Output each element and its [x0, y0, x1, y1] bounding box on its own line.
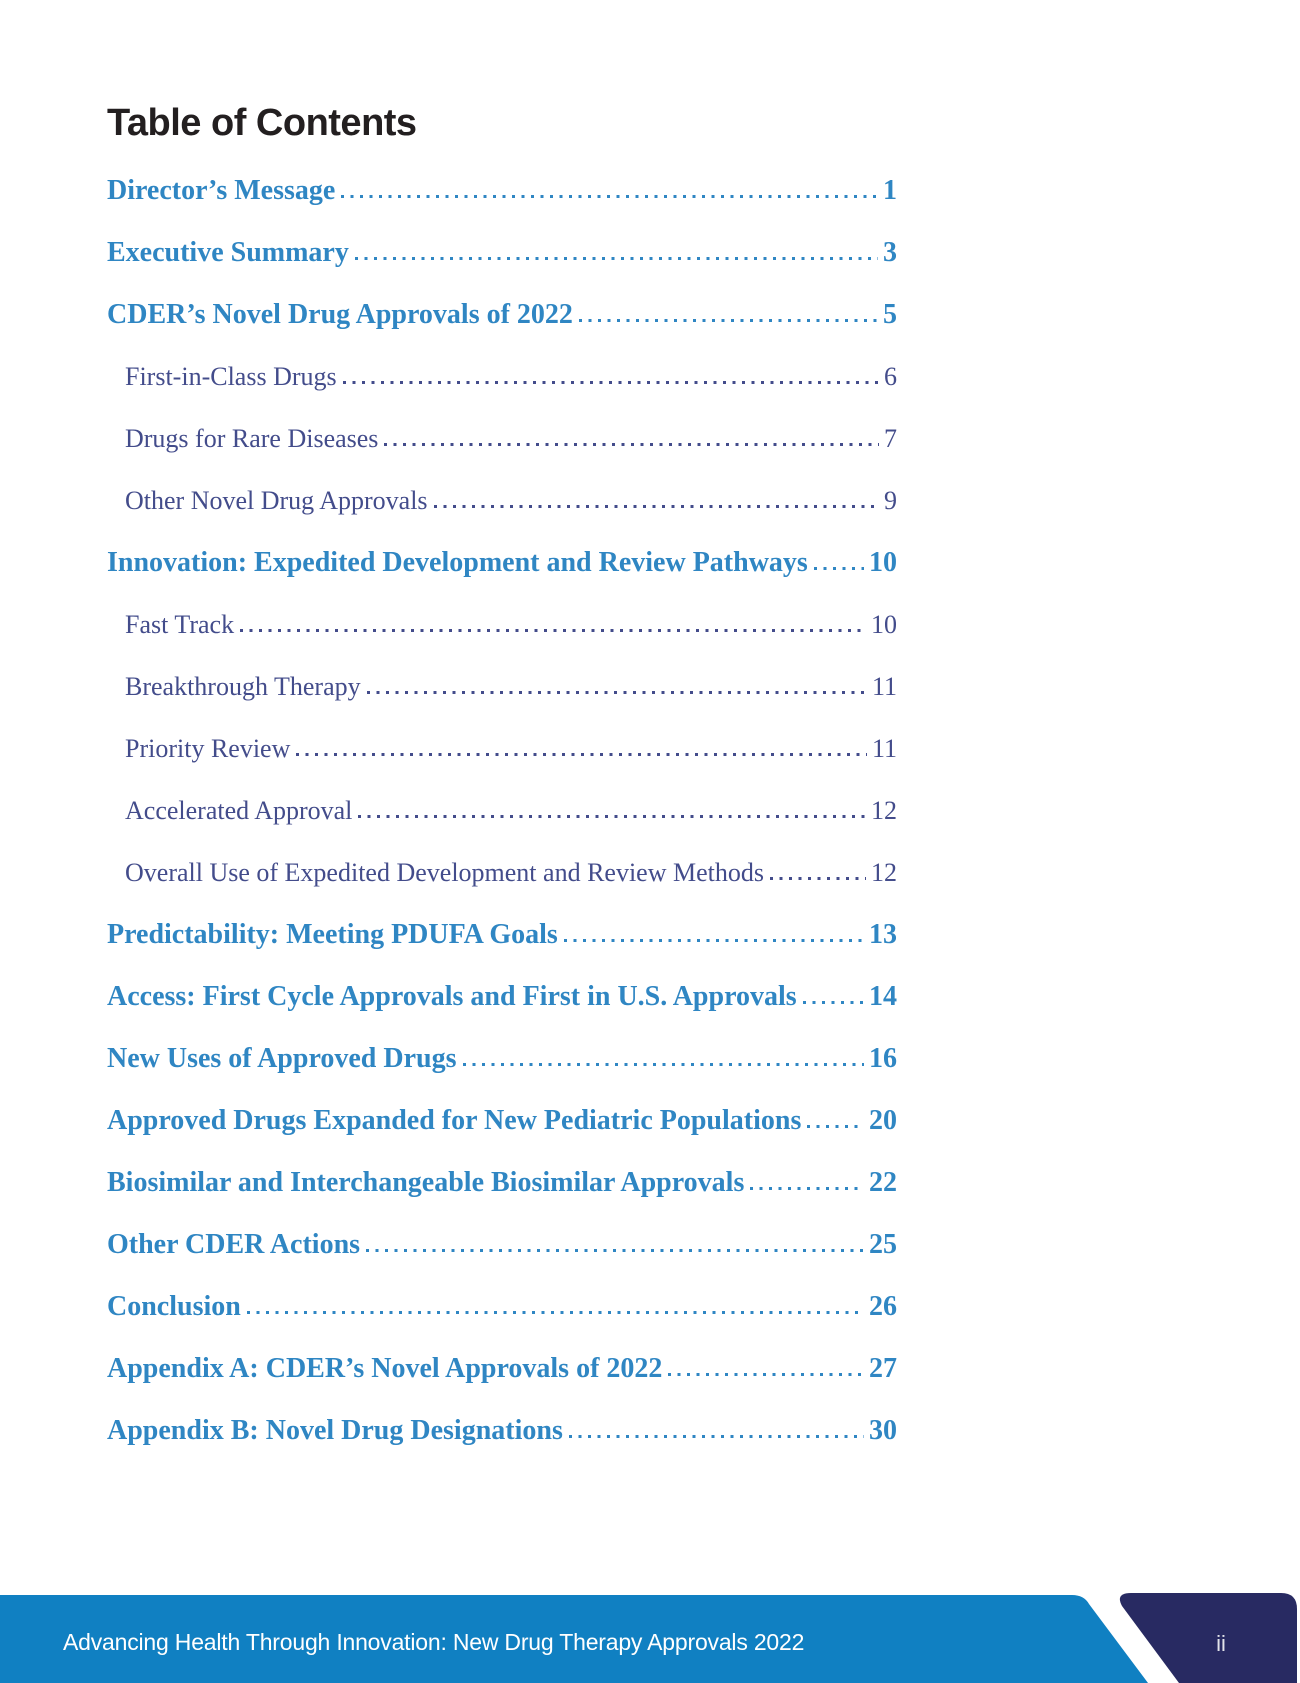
toc-entry-label: Access: First Cycle Approvals and First in U.S. Approvals [107, 981, 797, 1012]
toc-entry-label: Drugs for Rare Diseases [125, 424, 379, 453]
toc-entry-page: 7 [884, 424, 897, 453]
toc-entry-page: 5 [883, 299, 897, 330]
footer-page-number: ii [1216, 1631, 1226, 1656]
toc-entry-page: 11 [871, 734, 897, 763]
toc-leader-dots [434, 505, 879, 508]
toc-entry[interactable] [107, 731, 897, 766]
toc-leader-dots [579, 319, 878, 322]
toc-entry[interactable] [107, 607, 897, 642]
toc-entry-label: Overall Use of Expedited Development and Review Methods [125, 858, 764, 887]
toc-entry[interactable] [107, 1413, 897, 1448]
toc-entry[interactable] [107, 855, 897, 890]
toc-leader-dots [240, 629, 866, 632]
toc-leader-dots [296, 753, 867, 756]
toc-entry[interactable] [107, 173, 897, 208]
toc-entry[interactable] [107, 359, 897, 394]
toc-entry-page: 30 [869, 1415, 897, 1446]
toc-entry-page: 10 [871, 610, 897, 639]
toc-entry[interactable] [107, 1227, 897, 1262]
page-title: Table of Contents [107, 102, 417, 144]
toc-entry-label: New Uses of Approved Drugs [107, 1043, 457, 1074]
toc-entry-label: Innovation: Expedited Development and Review Pathways [107, 547, 808, 578]
toc-entry-page: 16 [869, 1043, 897, 1074]
toc-section [107, 101, 897, 1475]
toc-leader-dots [367, 691, 867, 694]
toc-entry-label: Approved Drugs Expanded for New Pediatric Populations [107, 1105, 802, 1136]
toc-entry[interactable] [107, 917, 897, 952]
toc-leader-dots [355, 257, 878, 260]
toc-entry-page: 20 [869, 1105, 897, 1136]
toc-entry[interactable] [107, 421, 897, 456]
toc-entry[interactable] [107, 1041, 897, 1076]
toc-entry-label: Biosimilar and Interchangeable Biosimilar Approvals [107, 1167, 745, 1198]
toc-entry-page: 1 [883, 175, 897, 206]
toc-entry-label: Breakthrough Therapy [125, 672, 361, 701]
toc-entry-label: Predictability: Meeting PDUFA Goals [107, 919, 558, 950]
toc-leader-dots [803, 1001, 864, 1004]
toc-entry-label: Director’s Message [107, 175, 336, 206]
toc-entry[interactable] [107, 669, 897, 704]
toc-entry[interactable] [107, 545, 897, 580]
toc-entry-page: 6 [884, 362, 897, 391]
toc-entry[interactable] [107, 793, 897, 828]
toc-leader-dots [814, 567, 864, 570]
toc-entry-page: 27 [869, 1353, 897, 1384]
toc-entry-label: Appendix B: Novel Drug Designations [107, 1415, 563, 1446]
toc-entry-page: 14 [869, 981, 897, 1012]
toc-entry-label: Other CDER Actions [107, 1229, 361, 1260]
toc-leader-dots [668, 1373, 864, 1376]
toc-entry[interactable] [107, 297, 897, 332]
toc-entry-label: Executive Summary [107, 237, 349, 268]
footer-banner [0, 1540, 1300, 1683]
toc-entry-page: 12 [871, 796, 897, 825]
toc-leader-dots [770, 877, 866, 880]
toc-leader-dots [750, 1187, 864, 1190]
toc-leader-dots [341, 195, 878, 198]
toc-entry-label: First-in-Class Drugs [125, 362, 337, 391]
toc-entry-label: Appendix A: CDER’s Novel Approvals of 2022 [107, 1353, 663, 1384]
toc-entry-page: 9 [884, 486, 897, 515]
toc-leader-dots [384, 443, 879, 446]
toc-entry[interactable] [107, 1103, 897, 1138]
toc-entry[interactable] [107, 1351, 897, 1386]
toc-leader-dots [366, 1249, 864, 1252]
toc-leader-dots [807, 1125, 864, 1128]
toc-leader-dots [564, 939, 864, 942]
toc-entry-page: 12 [871, 858, 897, 887]
toc-entry-label: CDER’s Novel Drug Approvals of 2022 [107, 299, 573, 330]
toc-leader-dots [358, 815, 866, 818]
toc-entry-page: 3 [883, 237, 897, 268]
toc-entry[interactable] [107, 1165, 897, 1200]
toc-leader-dots [247, 1311, 864, 1314]
toc-entry[interactable] [107, 483, 897, 518]
toc-entry-label: Accelerated Approval [125, 796, 353, 825]
toc-entry-page: 13 [869, 919, 897, 950]
toc-entry[interactable] [107, 979, 897, 1014]
toc-leader-dots [463, 1063, 865, 1066]
toc-entry-label: Conclusion [107, 1291, 241, 1322]
toc-entry-label: Fast Track [125, 610, 235, 639]
toc-entry-label: Other Novel Drug Approvals [125, 486, 428, 515]
toc-list [107, 173, 897, 1448]
toc-entry[interactable] [107, 235, 897, 270]
toc-entry[interactable] [107, 1289, 897, 1324]
toc-entry-page: 10 [869, 547, 897, 578]
toc-leader-dots [343, 381, 879, 384]
toc-entry-page: 22 [869, 1167, 897, 1198]
toc-entry-page: 25 [869, 1229, 897, 1260]
toc-entry-page: 26 [869, 1291, 897, 1322]
toc-leader-dots [569, 1435, 864, 1438]
footer-report-title: Advancing Health Through Innovation: New Drug Therapy Approvals 2022 [63, 1629, 805, 1655]
toc-entry-page: 11 [871, 672, 897, 701]
toc-entry-label: Priority Review [125, 734, 291, 763]
